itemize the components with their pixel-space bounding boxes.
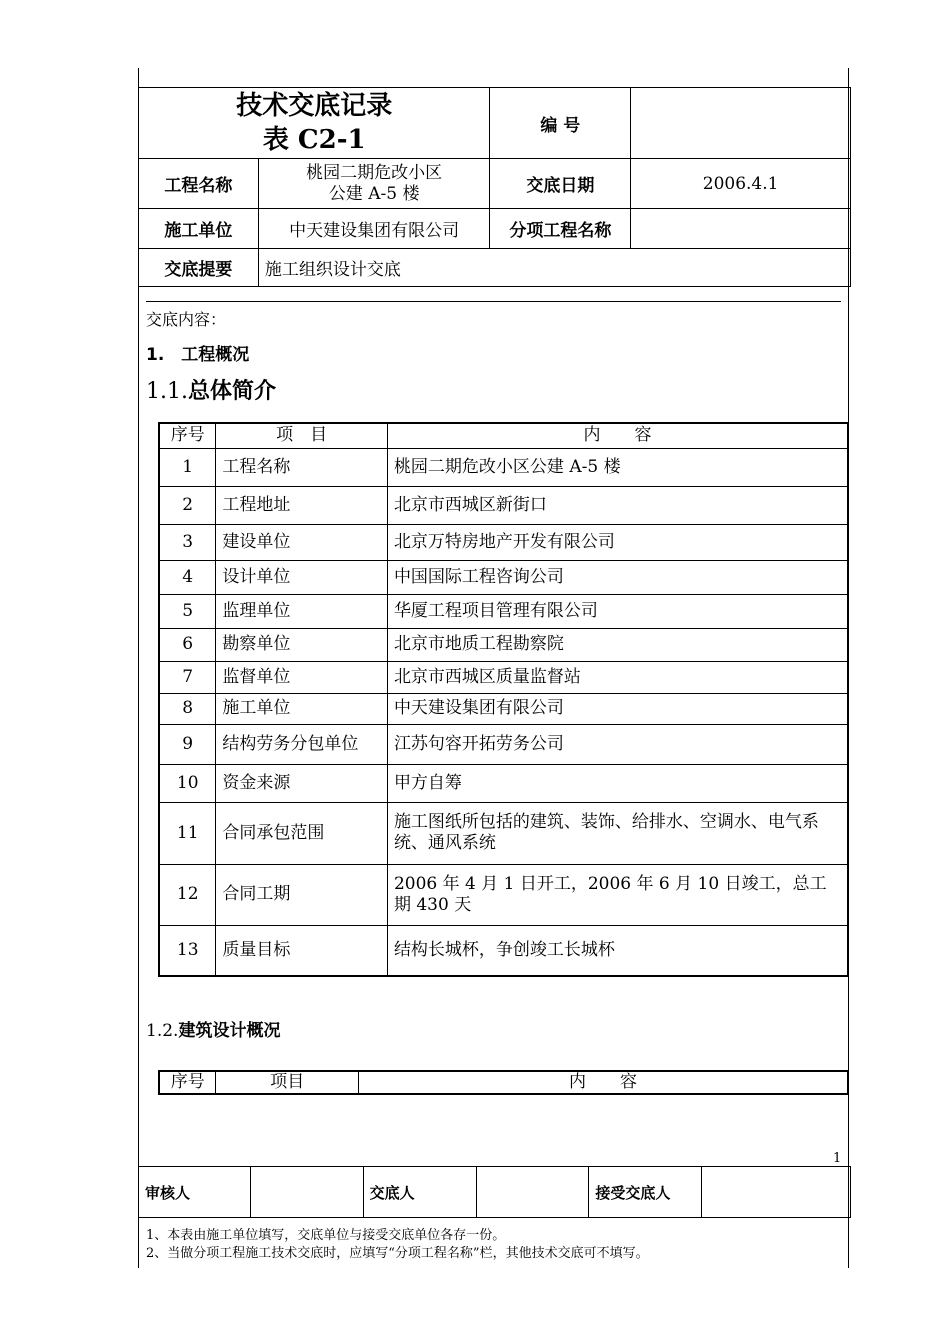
summary-label: 交底提要 bbox=[139, 249, 259, 287]
row-item: 设计单位 bbox=[216, 560, 388, 594]
section-1-1-title: 总体简介 bbox=[187, 379, 276, 404]
project-name-line1: 桃园二期危改小区 bbox=[306, 162, 443, 183]
row-content: 2006 年 4 月 1 日开工，2006 年 6 月 10 日竣工，总工期 430 天 bbox=[387, 864, 848, 925]
notes bbox=[146, 1227, 649, 1263]
design-table bbox=[158, 1070, 849, 1095]
row-content: 北京市西城区新街口 bbox=[387, 486, 848, 524]
project-name-label: 工程名称 bbox=[139, 159, 259, 209]
row-item: 资金来源 bbox=[216, 764, 388, 802]
date-label: 交底日期 bbox=[490, 159, 631, 209]
design-col-item: 项目 bbox=[216, 1071, 359, 1094]
row-content: 桃园二期危改小区公建 A-5 楼 bbox=[387, 448, 848, 486]
table-row bbox=[159, 925, 848, 976]
signature-table bbox=[138, 1166, 851, 1218]
row-no: 10 bbox=[159, 764, 216, 802]
row-item: 建设单位 bbox=[216, 524, 388, 560]
row-no: 7 bbox=[159, 661, 216, 693]
row-no: 2 bbox=[159, 486, 216, 524]
content-intro: 交底内容： bbox=[146, 310, 227, 329]
col-header-item: 项 目 bbox=[216, 423, 388, 448]
row-no: 5 bbox=[159, 594, 216, 628]
row-content: 北京万特房地产开发有限公司 bbox=[387, 524, 848, 560]
table-row bbox=[159, 594, 848, 628]
table-row bbox=[159, 802, 848, 864]
row-item: 质量目标 bbox=[216, 925, 388, 976]
row-item: 施工单位 bbox=[216, 693, 388, 724]
page-title: 技术交底记录 bbox=[236, 91, 393, 121]
receiver-label: 接受交底人 bbox=[589, 1167, 702, 1218]
row-no: 8 bbox=[159, 693, 216, 724]
receiver-signature bbox=[702, 1167, 851, 1218]
note-1: 1、本表由施工单位填写，交底单位与接受交底单位各存一份。 bbox=[146, 1228, 506, 1243]
form-code: 表 C2-1 bbox=[262, 125, 366, 155]
project-name-line2: 公建 A-5 楼 bbox=[328, 183, 420, 204]
row-content: 施工图纸所包括的建筑、装饰、给排水、空调水、电气系统、通风系统 bbox=[387, 802, 848, 864]
table-row bbox=[159, 524, 848, 560]
content-divider bbox=[146, 301, 841, 302]
title-cell bbox=[139, 88, 490, 159]
table-row bbox=[159, 764, 848, 802]
page-number: 1 bbox=[833, 1151, 842, 1166]
row-no: 11 bbox=[159, 802, 216, 864]
summary-value: 施工组织设计交底 bbox=[258, 249, 850, 287]
subproject-value bbox=[631, 209, 851, 249]
row-content: 北京市西城区质量监督站 bbox=[387, 661, 848, 693]
table-row bbox=[159, 693, 848, 724]
row-item: 工程地址 bbox=[216, 486, 388, 524]
table-row bbox=[159, 486, 848, 524]
date-value: 2006.4.1 bbox=[631, 159, 851, 209]
design-col-content: 内 容 bbox=[359, 1071, 849, 1094]
overview-table bbox=[158, 422, 849, 977]
table-row bbox=[159, 560, 848, 594]
col-header-content: 内 容 bbox=[387, 423, 848, 448]
reviewer-signature bbox=[250, 1167, 363, 1218]
table-row bbox=[159, 661, 848, 693]
row-content: 江苏句容开拓劳务公司 bbox=[387, 724, 848, 764]
section-1-heading: 1. 工程概况 bbox=[146, 345, 250, 365]
header-table bbox=[138, 87, 851, 287]
table-row bbox=[159, 448, 848, 486]
design-col-no: 序号 bbox=[159, 1071, 216, 1094]
row-no: 13 bbox=[159, 925, 216, 976]
discloser-label: 交底人 bbox=[363, 1167, 476, 1218]
section-1-2-number: 1.2. bbox=[146, 1021, 179, 1041]
reviewer-label: 审核人 bbox=[139, 1167, 251, 1218]
row-no: 3 bbox=[159, 524, 216, 560]
section-1-1-number: 1.1. bbox=[146, 379, 188, 404]
table-row bbox=[159, 864, 848, 925]
row-no: 4 bbox=[159, 560, 216, 594]
note-2: 2、当做分项工程施工技术交底时，应填写“分项工程名称”栏，其他技术交底可不填写。 bbox=[146, 1246, 649, 1261]
section-1-1-heading bbox=[146, 374, 276, 405]
section-1-2-title: 建筑设计概况 bbox=[178, 1021, 281, 1041]
row-item: 监督单位 bbox=[216, 661, 388, 693]
row-content: 结构长城杯，争创竣工长城杯 bbox=[387, 925, 848, 976]
discloser-signature bbox=[476, 1167, 589, 1218]
row-no: 12 bbox=[159, 864, 216, 925]
row-content: 中天建设集团有限公司 bbox=[387, 693, 848, 724]
row-item: 勘察单位 bbox=[216, 628, 388, 661]
subproject-label: 分项工程名称 bbox=[490, 209, 631, 249]
table-row bbox=[159, 724, 848, 764]
section-1-2-heading bbox=[146, 1016, 280, 1041]
row-content: 中国国际工程咨询公司 bbox=[387, 560, 848, 594]
row-content: 甲方自筹 bbox=[387, 764, 848, 802]
row-item: 合同工期 bbox=[216, 864, 388, 925]
number-value bbox=[631, 88, 851, 159]
row-no: 1 bbox=[159, 448, 216, 486]
row-item: 合同承包范围 bbox=[216, 802, 388, 864]
design-header-row bbox=[159, 1071, 848, 1094]
row-item: 结构劳务分包单位 bbox=[216, 724, 388, 764]
contractor-label: 施工单位 bbox=[139, 209, 259, 249]
project-name-value bbox=[258, 159, 490, 209]
table-row bbox=[159, 628, 848, 661]
row-item: 监理单位 bbox=[216, 594, 388, 628]
row-content: 北京市地质工程勘察院 bbox=[387, 628, 848, 661]
contractor-value: 中天建设集团有限公司 bbox=[258, 209, 490, 249]
col-header-no: 序号 bbox=[159, 423, 216, 448]
row-no: 6 bbox=[159, 628, 216, 661]
row-content: 华厦工程项目管理有限公司 bbox=[387, 594, 848, 628]
overview-header-row bbox=[159, 423, 848, 448]
row-no: 9 bbox=[159, 724, 216, 764]
row-item: 工程名称 bbox=[216, 448, 388, 486]
number-label: 编 号 bbox=[490, 88, 631, 159]
